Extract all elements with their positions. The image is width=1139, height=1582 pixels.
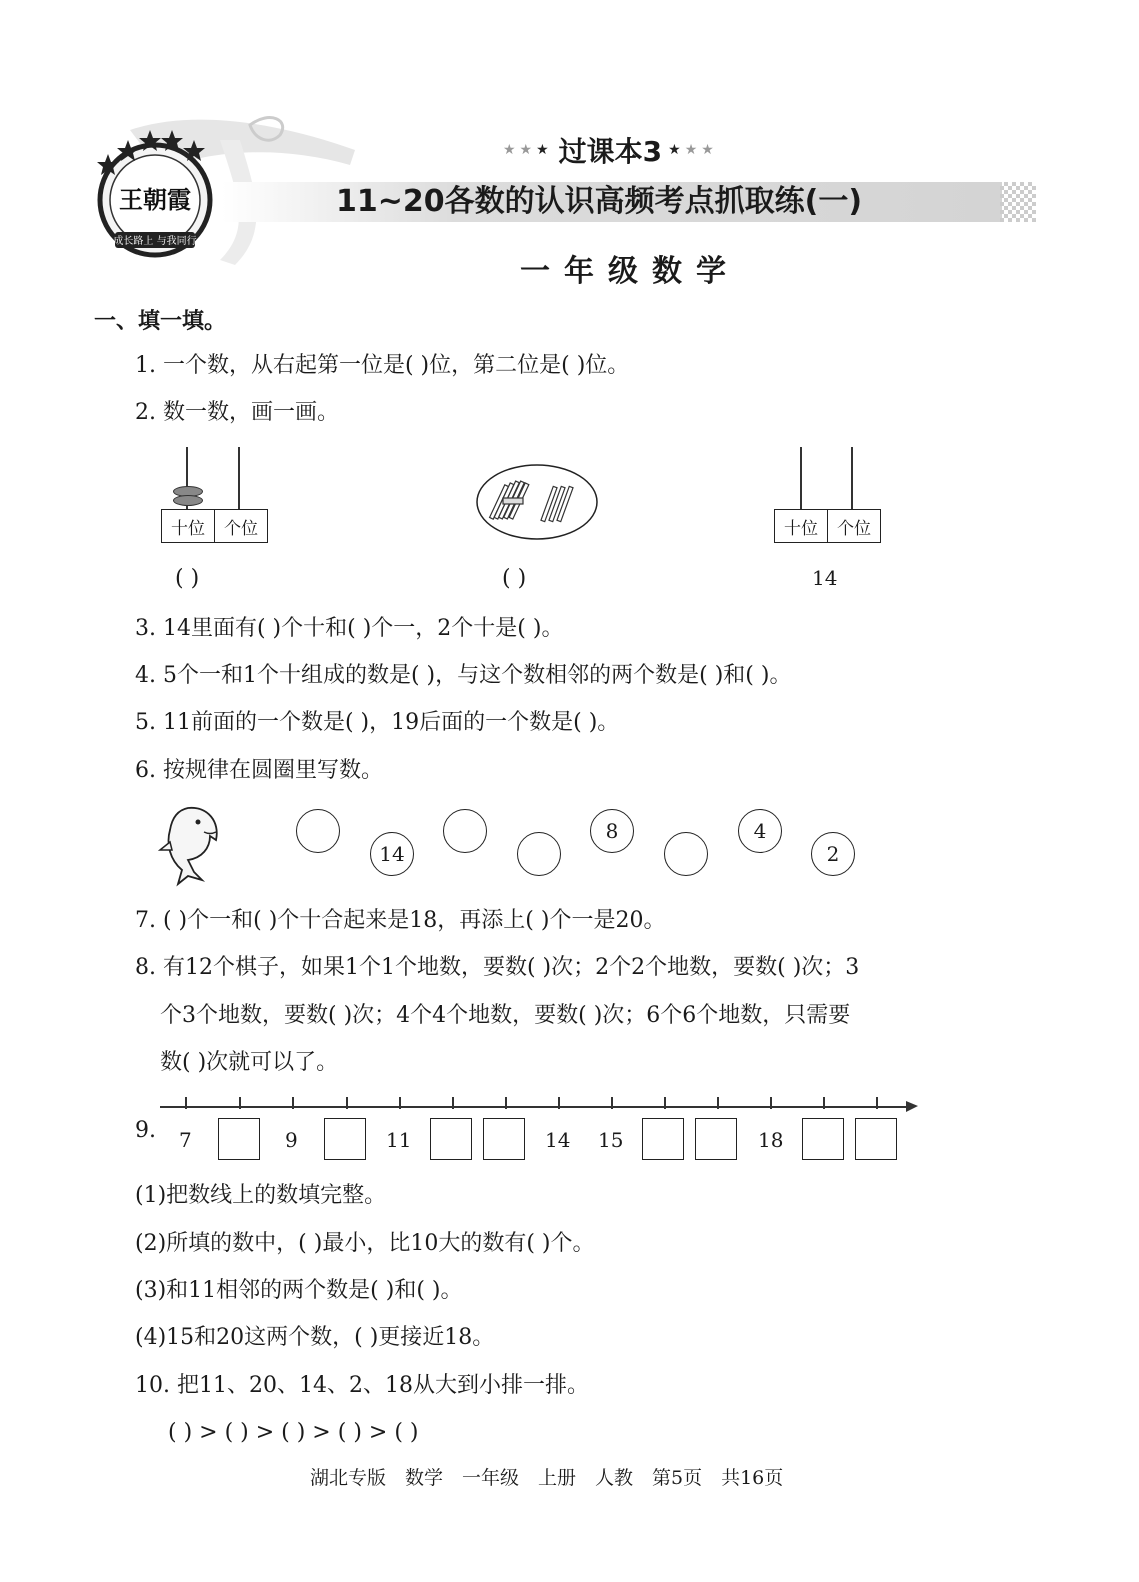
- abacus-bead: [173, 495, 203, 506]
- sticks-answer: ( ): [502, 566, 527, 591]
- tick: [239, 1097, 241, 1109]
- number-line-axis: [160, 1106, 908, 1108]
- number-label: 9: [285, 1128, 298, 1152]
- answer-box[interactable]: [802, 1118, 844, 1160]
- tens-label: 十位: [784, 518, 818, 539]
- star-icons-right: ★★★: [668, 142, 718, 158]
- answer-box[interactable]: [855, 1118, 897, 1160]
- pattern-circle[interactable]: [296, 809, 340, 853]
- question-8-line2: 个3个地数，要数( )次；4个4个地数，要数( )次；6个6个地数，只需要: [160, 1003, 851, 1028]
- abacus2-answer: 14: [812, 566, 838, 590]
- question-9-part3: (3)和11相邻的两个数是( )和( )。: [135, 1278, 463, 1303]
- checker-decoration: [1000, 182, 1036, 222]
- tick: [664, 1097, 666, 1109]
- series-label: 过课本3: [558, 135, 663, 168]
- pattern-circle[interactable]: [443, 809, 487, 853]
- pattern-circle[interactable]: 4: [738, 809, 782, 853]
- question-8-line1: 8. 有12个棋子，如果1个1个地数，要数( )次；2个2个地数，要数( )次；3: [135, 955, 860, 980]
- tick: [346, 1097, 348, 1109]
- number-label: 11: [386, 1128, 412, 1152]
- abacus1-answer: ( ): [175, 566, 200, 591]
- section-heading: 一、填一填。: [94, 309, 227, 334]
- pattern-circle[interactable]: 2: [811, 832, 855, 876]
- logo-text: 王朝霞: [119, 185, 191, 214]
- pattern-circle[interactable]: [517, 832, 561, 876]
- question-10-answer: ( ) > ( ) > ( ) > ( ) > ( ): [168, 1420, 419, 1445]
- tick: [292, 1097, 294, 1109]
- question-9-part4: (4)15和20这两个数，( )更接近18。: [135, 1325, 495, 1350]
- answer-box[interactable]: [324, 1118, 366, 1160]
- tick: [452, 1097, 454, 1109]
- tick: [505, 1097, 507, 1109]
- tick: [717, 1097, 719, 1109]
- pattern-circle[interactable]: [664, 832, 708, 876]
- number-label: 15: [598, 1128, 624, 1152]
- star-icons-left: ★★★: [503, 142, 553, 158]
- question-6: 6. 按规律在圆圈里写数。: [135, 758, 383, 783]
- number-label: 7: [179, 1128, 192, 1152]
- tick: [770, 1097, 772, 1109]
- tick: [558, 1097, 560, 1109]
- tick: [611, 1097, 613, 1109]
- question-9-part2: (2)所填的数中，( )最小，比10大的数有( )个。: [135, 1231, 595, 1256]
- abacus2-place-table: [774, 509, 881, 543]
- subject-heading: 一年级数学: [520, 254, 740, 289]
- sticks-bundle-icon: [475, 462, 600, 542]
- question-1: 1. 一个数，从右起第一位是( )位，第二位是( )位。: [135, 353, 630, 378]
- abacus1-ones-rod: [238, 447, 240, 509]
- answer-box[interactable]: [483, 1118, 525, 1160]
- abacus2-tens-rod: [800, 447, 802, 509]
- ones-label: 个位: [827, 510, 880, 542]
- tick: [823, 1097, 825, 1109]
- answer-box[interactable]: [695, 1118, 737, 1160]
- question-2: 2. 数一数，画一画。: [135, 400, 339, 425]
- ones-label: 个位: [214, 510, 267, 542]
- question-5: 5. 11前面的一个数是( )，19后面的一个数是( )。: [135, 710, 620, 735]
- tick: [399, 1097, 401, 1109]
- page-footer: 湖北专版 数学 一年级 上册 人教 第5页 共16页: [310, 1467, 784, 1489]
- number-label: 14: [545, 1128, 571, 1152]
- question-9-part1: (1)把数线上的数填完整。: [135, 1183, 387, 1208]
- question-7: 7. ( )个一和( )个十合起来是18，再添上( )个一是20。: [135, 908, 666, 933]
- number-line-arrow-icon: [906, 1101, 918, 1112]
- tick: [185, 1097, 187, 1109]
- tick: [876, 1097, 878, 1109]
- tens-label: 十位: [171, 518, 205, 539]
- page-title: 11~20各数的认识高频考点抓取练(一): [336, 184, 863, 219]
- series-line: [503, 132, 718, 168]
- question-10: 10. 把11、20、14、2、18从大到小排一排。: [135, 1373, 589, 1398]
- question-9-number: 9.: [135, 1118, 156, 1143]
- svg-text:成长路上 与我同行: 成长路上 与我同行: [113, 236, 197, 247]
- number-label: 18: [758, 1128, 784, 1152]
- pattern-circle[interactable]: 14: [370, 832, 414, 876]
- answer-box[interactable]: [642, 1118, 684, 1160]
- question-3: 3. 14里面有( )个十和( )个一，2个十是( )。: [135, 616, 564, 641]
- answer-box[interactable]: [430, 1118, 472, 1160]
- question-4: 4. 5个一和1个十组成的数是( )，与这个数相邻的两个数是( )和( )。: [135, 663, 792, 688]
- abacus1-place-table: [161, 509, 268, 543]
- abacus2-ones-rod: [851, 447, 853, 509]
- question-8-line3: 数( )次就可以了。: [160, 1050, 339, 1075]
- pattern-circle[interactable]: 8: [590, 809, 634, 853]
- dolphin-icon: [158, 800, 224, 888]
- answer-box[interactable]: [218, 1118, 260, 1160]
